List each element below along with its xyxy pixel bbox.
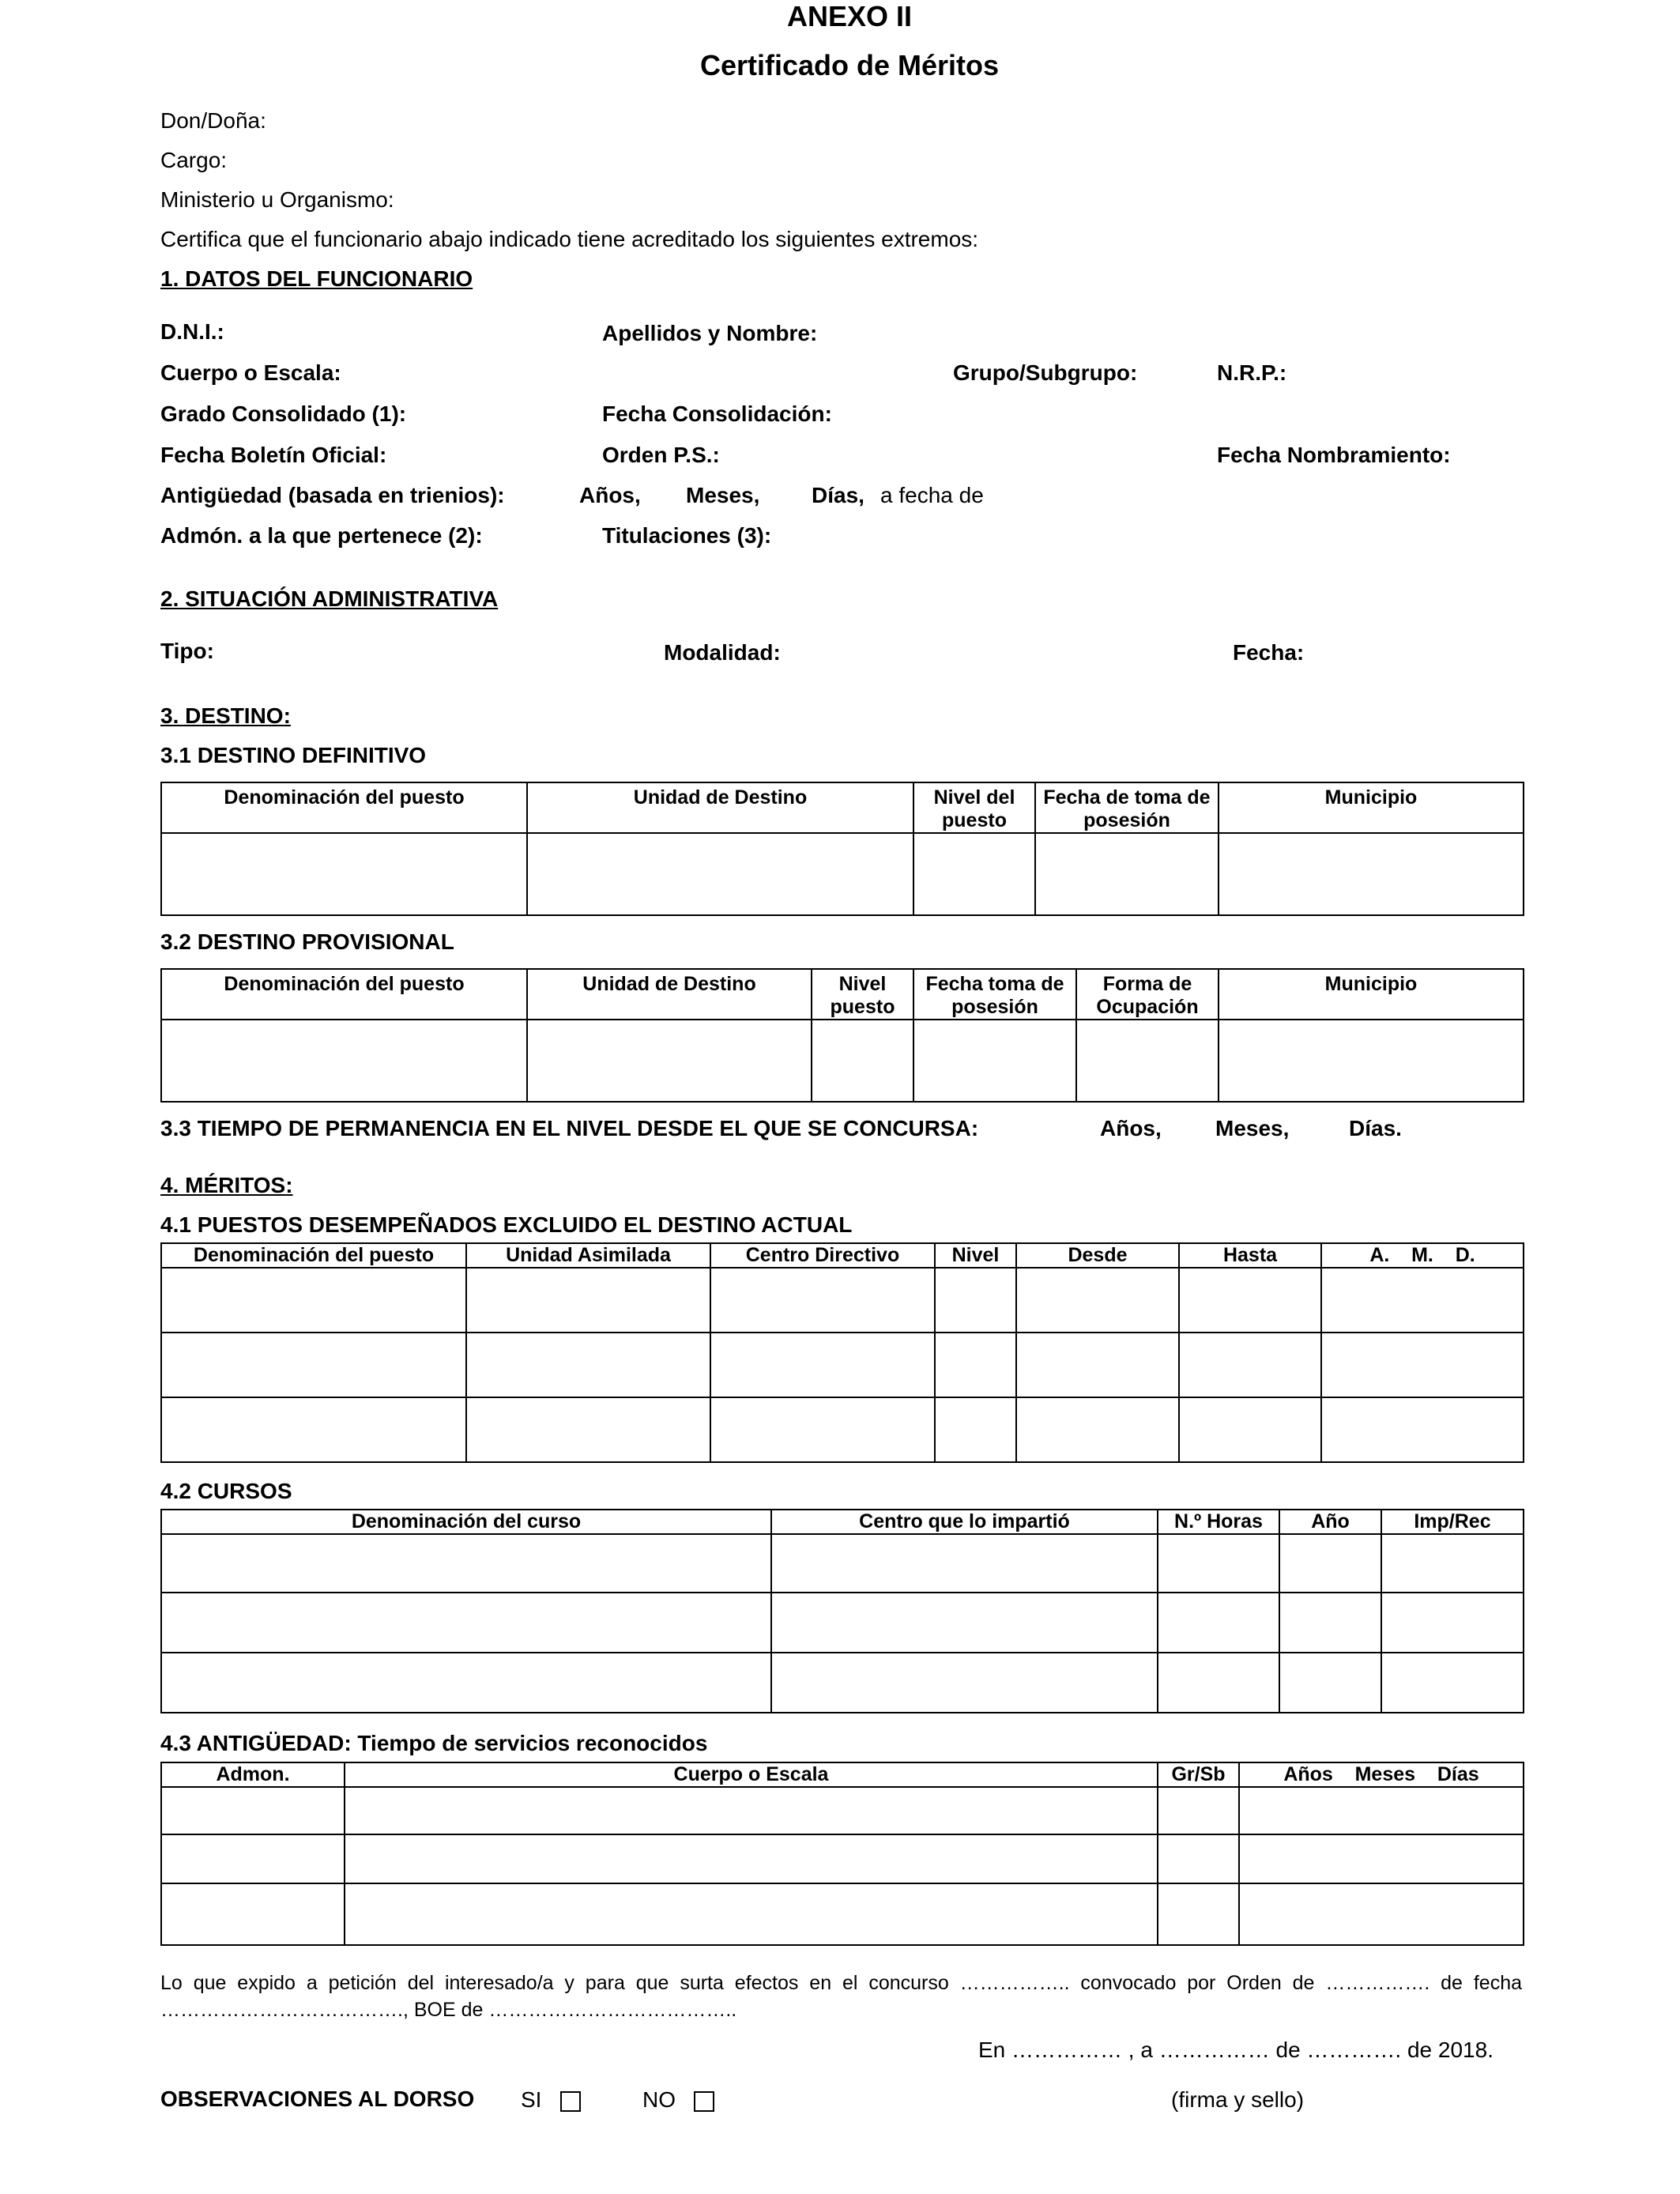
modalidad-label: Modalidad: <box>664 640 781 665</box>
table-cell[interactable] <box>1279 1593 1381 1653</box>
table-cell[interactable] <box>1381 1593 1524 1653</box>
col-amd <box>1239 1762 1524 1787</box>
section-4-colon: : <box>285 1173 293 1197</box>
col-nivel: Nivel puesto <box>812 969 913 1020</box>
tiempo-permanencia-label: 3.3 TIEMPO DE PERMANENCIA EN EL NIVEL DESDE EL QUE SE CONCURSA: <box>160 1116 979 1140</box>
table-cell[interactable] <box>345 1834 1158 1883</box>
si-label: SI <box>521 2087 542 2112</box>
table-cell[interactable] <box>161 833 527 915</box>
table-cell[interactable] <box>935 1397 1016 1462</box>
table-cell[interactable] <box>1381 1534 1524 1593</box>
table-row <box>161 1653 1524 1713</box>
col-desde: Desde <box>1016 1243 1179 1268</box>
col-fecha-toma: Fecha de toma de posesión <box>1035 782 1219 833</box>
col-municipio: Municipio <box>1219 782 1524 833</box>
no-option[interactable] <box>642 2087 714 2113</box>
col-unidad-destino: Unidad de Destino <box>527 969 812 1020</box>
table-cell[interactable] <box>1158 1787 1239 1834</box>
col-unidad-destino: Unidad de Destino <box>527 782 913 833</box>
table-cell[interactable] <box>1219 833 1524 915</box>
table-cell[interactable] <box>1179 1333 1321 1397</box>
table-cell[interactable] <box>527 1020 812 1102</box>
table-cell[interactable] <box>771 1593 1158 1653</box>
col-imp-rec: Imp/Rec <box>1381 1510 1524 1534</box>
table-cell[interactable] <box>1158 1534 1279 1593</box>
si-option[interactable] <box>521 2087 581 2113</box>
cursos-table <box>160 1509 1524 1713</box>
nrp-label: N.R.P.: <box>1217 360 1287 385</box>
col-ano: Año <box>1279 1510 1381 1534</box>
col-municipio: Municipio <box>1219 969 1524 1020</box>
col-forma-ocupacion: Forma de Ocupación <box>1076 969 1219 1020</box>
section-1-title: 1. DATOS DEL FUNCIONARIO <box>160 266 473 291</box>
cursos-title: 4.2 CURSOS <box>160 1479 292 1503</box>
table-cell[interactable] <box>1279 1534 1381 1593</box>
grado-label: Grado Consolidado (1): <box>160 401 407 426</box>
table-row <box>161 1020 1524 1102</box>
table-row <box>161 1534 1524 1593</box>
col-cuerpo: Cuerpo o Escala <box>345 1762 1158 1787</box>
table-cell[interactable] <box>1381 1653 1524 1713</box>
section-4-title <box>160 1173 293 1198</box>
antiguedad-dias: Días, <box>812 483 864 507</box>
table-row <box>161 1787 1524 1834</box>
col-nivel: Nivel <box>935 1243 1016 1268</box>
section-3-title <box>160 703 291 729</box>
antiguedad-title-b: Tiempo de servicios reconocidos <box>351 1731 708 1755</box>
table-cell[interactable] <box>1035 833 1219 915</box>
ministerio-field: Ministerio u Organismo: <box>160 187 394 212</box>
table-cell[interactable] <box>1076 1020 1219 1102</box>
table-cell[interactable] <box>1239 1787 1524 1834</box>
table-row <box>161 1333 1524 1397</box>
permanencia-dias: Días. <box>1349 1116 1402 1140</box>
fecha-label: Fecha: <box>1233 640 1305 665</box>
table-cell[interactable] <box>935 1333 1016 1397</box>
col-centro-directivo: Centro Directivo <box>710 1243 935 1268</box>
table-cell[interactable] <box>812 1020 913 1102</box>
table-row <box>161 1834 1524 1883</box>
certifica-text: Certifica que el funcionario abajo indicado tiene acreditado los siguientes extremos: <box>160 227 979 251</box>
permanencia-anos: Años, <box>1100 1116 1162 1140</box>
section-2-title: 2. SITUACIÓN ADMINISTRATIVA <box>160 586 499 611</box>
orden-ps-label: Orden P.S.: <box>602 443 720 467</box>
table-cell[interactable] <box>935 1268 1016 1333</box>
fecha-boletin-label: Fecha Boletín Oficial: <box>160 443 387 467</box>
section-4-title-text: 4. MÉRITOS <box>160 1173 286 1197</box>
table-cell[interactable] <box>161 1020 527 1102</box>
table-cell[interactable] <box>1321 1268 1524 1333</box>
table-cell[interactable] <box>1158 1593 1279 1653</box>
section-3-title-text: 3. DESTINO <box>160 703 284 728</box>
table-cell[interactable] <box>345 1883 1158 1945</box>
table-cell[interactable] <box>710 1268 935 1333</box>
table-cell[interactable] <box>1321 1397 1524 1462</box>
antiguedad-table <box>160 1762 1524 1946</box>
table-cell[interactable] <box>161 1653 771 1713</box>
table-cell[interactable] <box>1179 1397 1321 1462</box>
a-fecha-de: a fecha de <box>880 483 984 507</box>
cargo-field: Cargo: <box>160 148 228 172</box>
observaciones-label: OBSERVACIONES AL DORSO <box>160 2087 475 2111</box>
destino-definitivo-title: 3.1 DESTINO DEFINITIVO <box>160 743 427 767</box>
table-cell[interactable] <box>913 1020 1076 1102</box>
table-row <box>161 1397 1524 1462</box>
col-anos: Años <box>1283 1763 1333 1785</box>
col-denominacion-curso: Denominación del curso <box>161 1510 771 1534</box>
admon-label: Admón. a la que pertenece (2): <box>160 523 483 548</box>
antiguedad-title <box>160 1731 707 1756</box>
expido-paragraph: Lo que expido a petición del interesado/a y para que surta efectos en el concurso …………….. convocado por Orden de ……………. de fecha ………………………………., BOE de ……………………………….. <box>160 1972 1522 2021</box>
table-cell[interactable] <box>161 1883 345 1945</box>
table-cell[interactable] <box>710 1333 935 1397</box>
table-row <box>161 833 1524 915</box>
table-row <box>161 1268 1524 1333</box>
destino-provisional-title: 3.2 DESTINO PROVISIONAL <box>160 929 454 954</box>
table-cell[interactable] <box>161 1397 466 1462</box>
si-checkbox[interactable] <box>560 2091 581 2112</box>
table-cell[interactable] <box>1279 1653 1381 1713</box>
don-field: Don/Doña: <box>160 108 266 133</box>
table-cell[interactable] <box>1239 1883 1524 1945</box>
table-cell[interactable] <box>161 1593 771 1653</box>
table-cell[interactable] <box>1219 1020 1524 1102</box>
section-3-colon: : <box>283 703 291 728</box>
table-row <box>161 1883 1524 1945</box>
table-cell[interactable] <box>913 833 1035 915</box>
no-label: NO <box>642 2087 676 2112</box>
col-meses: Meses <box>1354 1763 1416 1785</box>
table-cell[interactable] <box>466 1397 710 1462</box>
firma-sello-label: (firma y sello) <box>1171 2087 1305 2112</box>
col-admon: Admon. <box>161 1762 345 1787</box>
table-cell[interactable] <box>345 1787 1158 1834</box>
puestos-table <box>160 1242 1524 1463</box>
permanencia-meses: Meses, <box>1215 1116 1290 1140</box>
destino-definitivo-table <box>160 782 1524 916</box>
annex-label: ANEXO II <box>786 0 913 32</box>
fecha-consolidacion-label: Fecha Consolidación: <box>602 401 832 426</box>
table-cell[interactable] <box>1239 1834 1524 1883</box>
col-amd <box>1321 1243 1524 1268</box>
table-cell[interactable] <box>466 1333 710 1397</box>
table-cell[interactable] <box>771 1534 1158 1593</box>
page-title: Certificado de Méritos <box>699 49 1000 81</box>
lugar-fecha-line: En …………… , a …………… de …………. de 2018. <box>978 2038 1494 2062</box>
table-cell[interactable] <box>1016 1397 1179 1462</box>
table-cell[interactable] <box>1158 1883 1239 1945</box>
table-cell[interactable] <box>1158 1834 1239 1883</box>
col-grsb: Gr/Sb <box>1158 1762 1239 1787</box>
table-cell[interactable] <box>1179 1268 1321 1333</box>
col-nivel: Nivel del puesto <box>913 782 1035 833</box>
no-checkbox[interactable] <box>694 2091 714 2112</box>
grupo-label: Grupo/Subgrupo: <box>953 360 1138 385</box>
col-unidad-asimilada: Unidad Asimilada <box>466 1243 710 1268</box>
table-cell[interactable] <box>527 833 913 915</box>
antiguedad-meses: Meses, <box>686 483 760 507</box>
puestos-desempenados-title: 4.1 PUESTOS DESEMPEÑADOS EXCLUIDO EL DESTINO ACTUAL <box>160 1212 853 1237</box>
table-cell[interactable] <box>1016 1333 1179 1397</box>
table-cell[interactable] <box>1321 1333 1524 1397</box>
col-m: M. <box>1411 1244 1433 1266</box>
col-centro: Centro que lo impartió <box>771 1510 1158 1534</box>
titulaciones-label: Titulaciones (3): <box>602 523 772 548</box>
col-a: A. <box>1369 1244 1390 1266</box>
col-horas: N.º Horas <box>1158 1510 1279 1534</box>
col-denominacion: Denominación del puesto <box>161 969 527 1020</box>
tipo-label: Tipo: <box>160 639 214 663</box>
table-cell[interactable] <box>161 1268 466 1333</box>
col-dias: Días <box>1437 1763 1479 1785</box>
dni-label: D.N.I.: <box>160 319 224 344</box>
col-fecha-toma: Fecha toma de posesión <box>913 969 1076 1020</box>
table-cell[interactable] <box>1158 1653 1279 1713</box>
antiguedad-title-a: 4.3 ANTIGÜEDAD: <box>160 1731 352 1755</box>
col-denominacion: Denominación del puesto <box>161 782 527 833</box>
col-hasta: Hasta <box>1179 1243 1321 1268</box>
table-cell[interactable] <box>161 1787 345 1834</box>
apellidos-label: Apellidos y Nombre: <box>602 321 818 345</box>
antiguedad-label: Antigüedad (basada en trienios): <box>160 483 505 507</box>
table-cell[interactable] <box>1016 1268 1179 1333</box>
antiguedad-anos: Años, <box>579 483 641 507</box>
table-cell[interactable] <box>710 1397 935 1462</box>
table-cell[interactable] <box>161 1834 345 1883</box>
table-cell[interactable] <box>161 1333 466 1397</box>
table-cell[interactable] <box>466 1268 710 1333</box>
destino-provisional-table <box>160 968 1524 1103</box>
cuerpo-label: Cuerpo o Escala: <box>160 360 341 385</box>
table-row <box>161 1593 1524 1653</box>
table-cell[interactable] <box>771 1653 1158 1713</box>
col-d: D. <box>1455 1244 1475 1266</box>
fecha-nombramiento-label: Fecha Nombramiento: <box>1217 443 1451 467</box>
col-denominacion: Denominación del puesto <box>161 1243 466 1268</box>
table-cell[interactable] <box>161 1534 771 1593</box>
